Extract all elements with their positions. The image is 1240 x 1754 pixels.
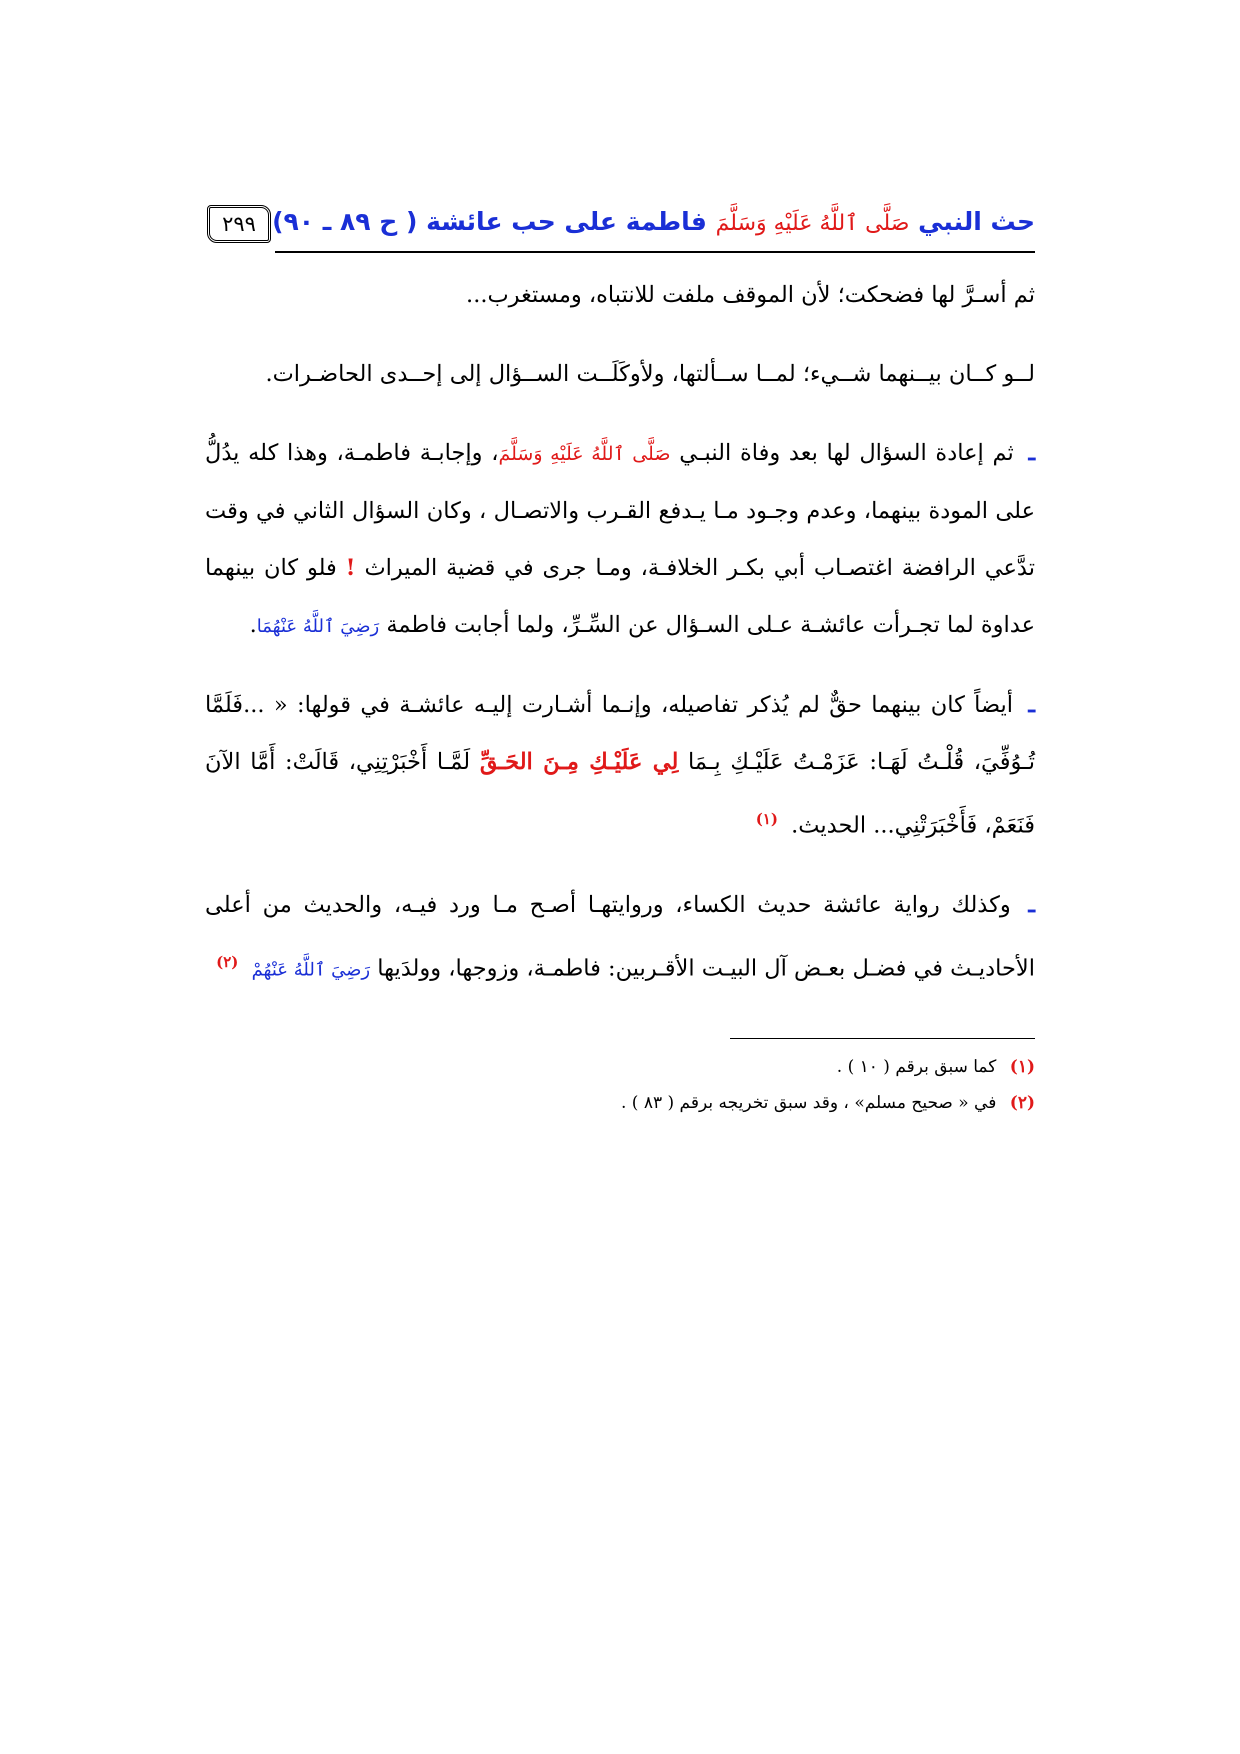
footnote-2	[205, 1085, 1035, 1121]
paragraph-3-part-a: ثم إعادة السؤال لها بعد وفاة النبـي	[679, 440, 1014, 466]
paragraph-5	[205, 877, 1035, 999]
paragraph-4	[205, 677, 1035, 855]
footnote-text: كما سبق برقم ( ١٠ ) .	[836, 1057, 997, 1077]
page-number: ٢٩٩	[207, 205, 271, 243]
footnote-ref-1[interactable]: (١)	[755, 810, 778, 828]
document-page	[205, 205, 1035, 1121]
paragraph-3-part-b: ، وإجابـة فاطمـة، وهذا كله يدُلُّ على المودة بينهما، وعدم وجـود مـا يـدفع القـرب والاتصـال ، وكان السؤال الثاني في وقت تدَّعي الرافضة اغتصـاب أبي بكـر الخلافـة، ومـا جرى في قضية الميراث	[205, 440, 1035, 581]
footnote-1	[205, 1049, 1035, 1085]
header-title	[272, 207, 1035, 236]
header-salutation: صَلَّى ٱللَّهُ عَلَيْهِ وَسَلَّمَ	[715, 211, 910, 236]
honorific-phrase: رَضِيَ ٱللَّهُ عَنْهُمَا	[256, 616, 380, 637]
header-rule	[275, 251, 1035, 253]
paragraph-3	[205, 425, 1035, 655]
footnote-ref-2[interactable]: (٢)	[216, 952, 239, 971]
paragraph-4-part-b: لَمَّـا أَخْبَرْتِنِي، قَالَتْ: أَمَّا الآنَ فَنَعَمْ، فَأَخْبَرَتْنِي... الحديث.	[205, 749, 1035, 839]
bullet-dash: ـ	[1028, 692, 1036, 718]
paragraph-2: لــو كــان بيــنهما شــيء؛ لمــا ســألتها، ولأوكَلَــت الســؤال إلى إحــدى الحاضـرات.	[265, 361, 1035, 387]
paragraph-1: ثم أسـرَّ لها فضحكت؛ لأن الموقف ملفت للانتباه، ومستغرب...	[466, 282, 1035, 308]
bullet-dash: ـ	[1028, 440, 1036, 466]
paragraph-3-part-c: فلو كان بينهما عداوة لما تجـرأت عائشـة عـلى السـؤال عن السِّـرِّ، ولما أجابت فاطمة	[205, 555, 1035, 638]
footnote-text: في « صحيح مسلم» ، وقد سبق تخريجه برقم ( ٨٣ ) .	[621, 1093, 997, 1113]
paragraph-5-part-a: وكذلك رواية عائشة حديث الكساء، وروايتهـا أصـح مـا ورد فيـه، والحديث من أعلى الأحاديـث في فضـل بعـض آل البيـت الأقـربين: فاطمـة، وزوجها، وولدَيها	[205, 891, 1035, 981]
paragraph-3-part-d: .	[249, 612, 257, 638]
header-title-end: فاطمة على حب عائشة ( ح ٨٩ ـ ٩٠)	[272, 207, 707, 236]
footnote-number: (٢)	[1009, 1093, 1035, 1113]
exclamation-mark: !	[345, 555, 356, 581]
prophet-salutation: صَلَّى ٱللَّهُ عَلَيْهِ وَسَلَّمَ	[498, 443, 671, 465]
paragraph-4-part-a: أيضاً كان بينهما حقٌّ لم يُذكر تفاصيله، وإنـما أشـارت إليـه عائشـة في قولها: « ...فَلَمَّا تُـوُفِّيَ، قُلْـتُ لَهَـا: عَزَمْـتُ عَلَيْـكِ بِـمَا	[205, 692, 1036, 775]
bullet-dash: ـ	[1028, 891, 1036, 918]
header-title-start: حث النبي	[918, 207, 1035, 236]
footnote-divider	[730, 1038, 1035, 1039]
running-header	[205, 205, 1035, 255]
footnote-number: (١)	[1009, 1057, 1035, 1077]
honorific-phrase: رَضِيَ ٱللَّهُ عَنْهُمْ	[251, 959, 371, 980]
highlighted-quote: لِي عَلَيْـكِ مِـنَ الحَـقِّ	[479, 749, 679, 775]
